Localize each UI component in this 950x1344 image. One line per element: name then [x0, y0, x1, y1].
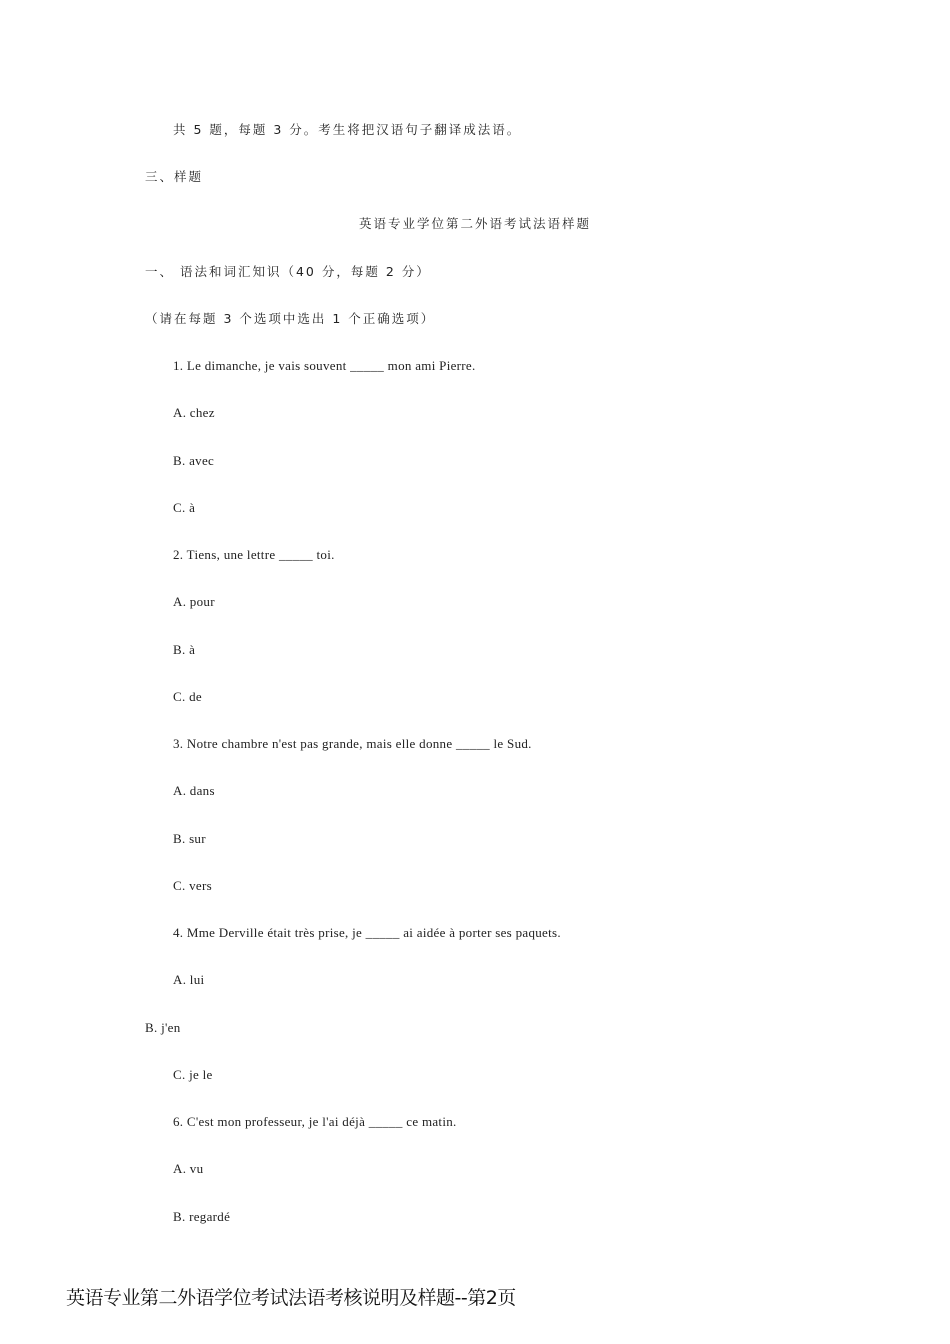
question-4-option-c: C. je le	[173, 1067, 213, 1082]
sample-title: 英语专业学位第二外语考试法语样题	[358, 216, 591, 231]
question-2-option-c: C. de	[173, 689, 202, 704]
question-1-option-a: A. chez	[173, 405, 215, 420]
question-3-option-a: A. dans	[173, 783, 215, 798]
question-1: 1. Le dimanche, je vais souvent _____ mon ami Pierre.	[173, 358, 476, 373]
page-footer: 英语专业第二外语学位考试法语考核说明及样题--第2页	[66, 1287, 516, 1309]
question-4: 4. Mme Derville était très prise, je _____ ai aidée à porter ses paquets.	[173, 925, 561, 940]
question-6-option-a: A. vu	[173, 1161, 204, 1176]
question-2-option-a: A. pour	[173, 594, 215, 609]
question-3: 3. Notre chambre n'est pas grande, mais elle donne _____ le Sud.	[173, 736, 532, 751]
question-1-option-c: C. à	[173, 500, 196, 515]
question-2-option-b: B. à	[173, 642, 196, 657]
question-6-option-b: B. regardé	[173, 1209, 231, 1224]
instruction-line: （请在每题 3 个选项中选出 1 个正确选项）	[145, 311, 436, 326]
question-4-option-a: A. lui	[173, 972, 205, 987]
question-1-option-b: B. avec	[173, 453, 215, 468]
question-2: 2. Tiens, une lettre _____ toi.	[173, 547, 335, 562]
part-heading: 一、 语法和词汇知识（40 分，每题 2 分）	[145, 264, 431, 279]
question-3-option-b: B. sur	[173, 831, 206, 846]
question-3-option-c: C. vers	[173, 878, 212, 893]
section-heading: 三、样题	[145, 169, 204, 184]
question-6: 6. C'est mon professeur, je l'ai déjà _____ ce matin.	[173, 1114, 457, 1129]
exam-description-line: 共 5 题，每题 3 分。考生将把汉语句子翻译成法语。	[173, 122, 522, 137]
question-4-option-b: B. j'en	[145, 1020, 181, 1035]
